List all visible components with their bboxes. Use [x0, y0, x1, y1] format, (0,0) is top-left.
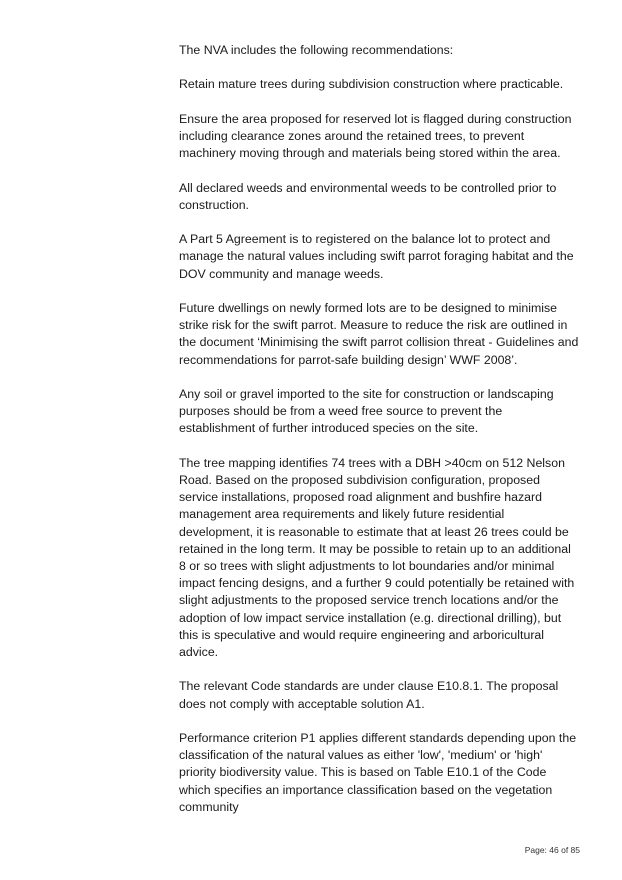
document-body [179, 42, 579, 833]
page-number: Page: 46 of 85 [524, 845, 580, 855]
paragraph-weeds: All declared weeds and environmental weeds to be controlled prior to construction. [179, 180, 557, 212]
paragraph-part5-agreement: A Part 5 Agreement is to registered on the balance lot to protect and manage the natural values including swift parrot foraging habitat and the DOV community and manage weeds. [179, 232, 574, 281]
paragraph-code-standards: The relevant Code standards are under clause E10.8.1. The proposal does not comply with acceptable solution A1. [179, 679, 559, 711]
paragraph-future-dwellings: Future dwellings on newly formed lots are to be designed to minimise strike risk for the swift parrot. Measure to reduce the risk are outlined in the document ‘Minimising the swift parrot collision threat - Guidelines and recommendations for parrot-safe building design’ WWF 2008’. [179, 300, 579, 367]
paragraph-tree-mapping: The tree mapping identifies 74 trees with a DBH >40cm on 512 Nelson Road. Based on the proposed subdivision configuration, proposed service installations, proposed road alignment and bushfire hazard management area requirements and likely future residential development, it is reasonable to estimate that at least 26 trees could be retained in the long term. It may be possible to retain up to an additional 8 or so trees with slight adjustments to lot boundaries and/or minimal impact fencing designs, and a further 9 could potentially be retained with slight adjustments to the proposed service trench locations and/or the adoption of low impact service installation (e.g. directional drilling), but this is speculative and would require engineering and arboricultural advice. [179, 455, 575, 659]
paragraph-retain-trees: Retain mature trees during subdivision construction where practicable. [179, 77, 564, 92]
paragraph-performance-criterion: Performance criterion P1 applies different standards depending upon the classification of the natural values as either 'low', 'medium' or 'high' priority biodiversity value. This is based on Table E10.1 of the Code which specifies an importance classification based on the vegetation community [179, 730, 577, 814]
paragraph-flag-area: Ensure the area proposed for reserved lot is flagged during construction including clearance zones around the retained trees, to prevent machinery moving through and materials being stored within the area. [179, 111, 572, 161]
paragraph-intro: The NVA includes the following recommendations: [179, 43, 454, 57]
paragraph-soil-gravel: Any soil or gravel imported to the site for construction or landscaping purposes should be from a weed free source to prevent the establishment of further introduced species on the site. [179, 386, 554, 436]
